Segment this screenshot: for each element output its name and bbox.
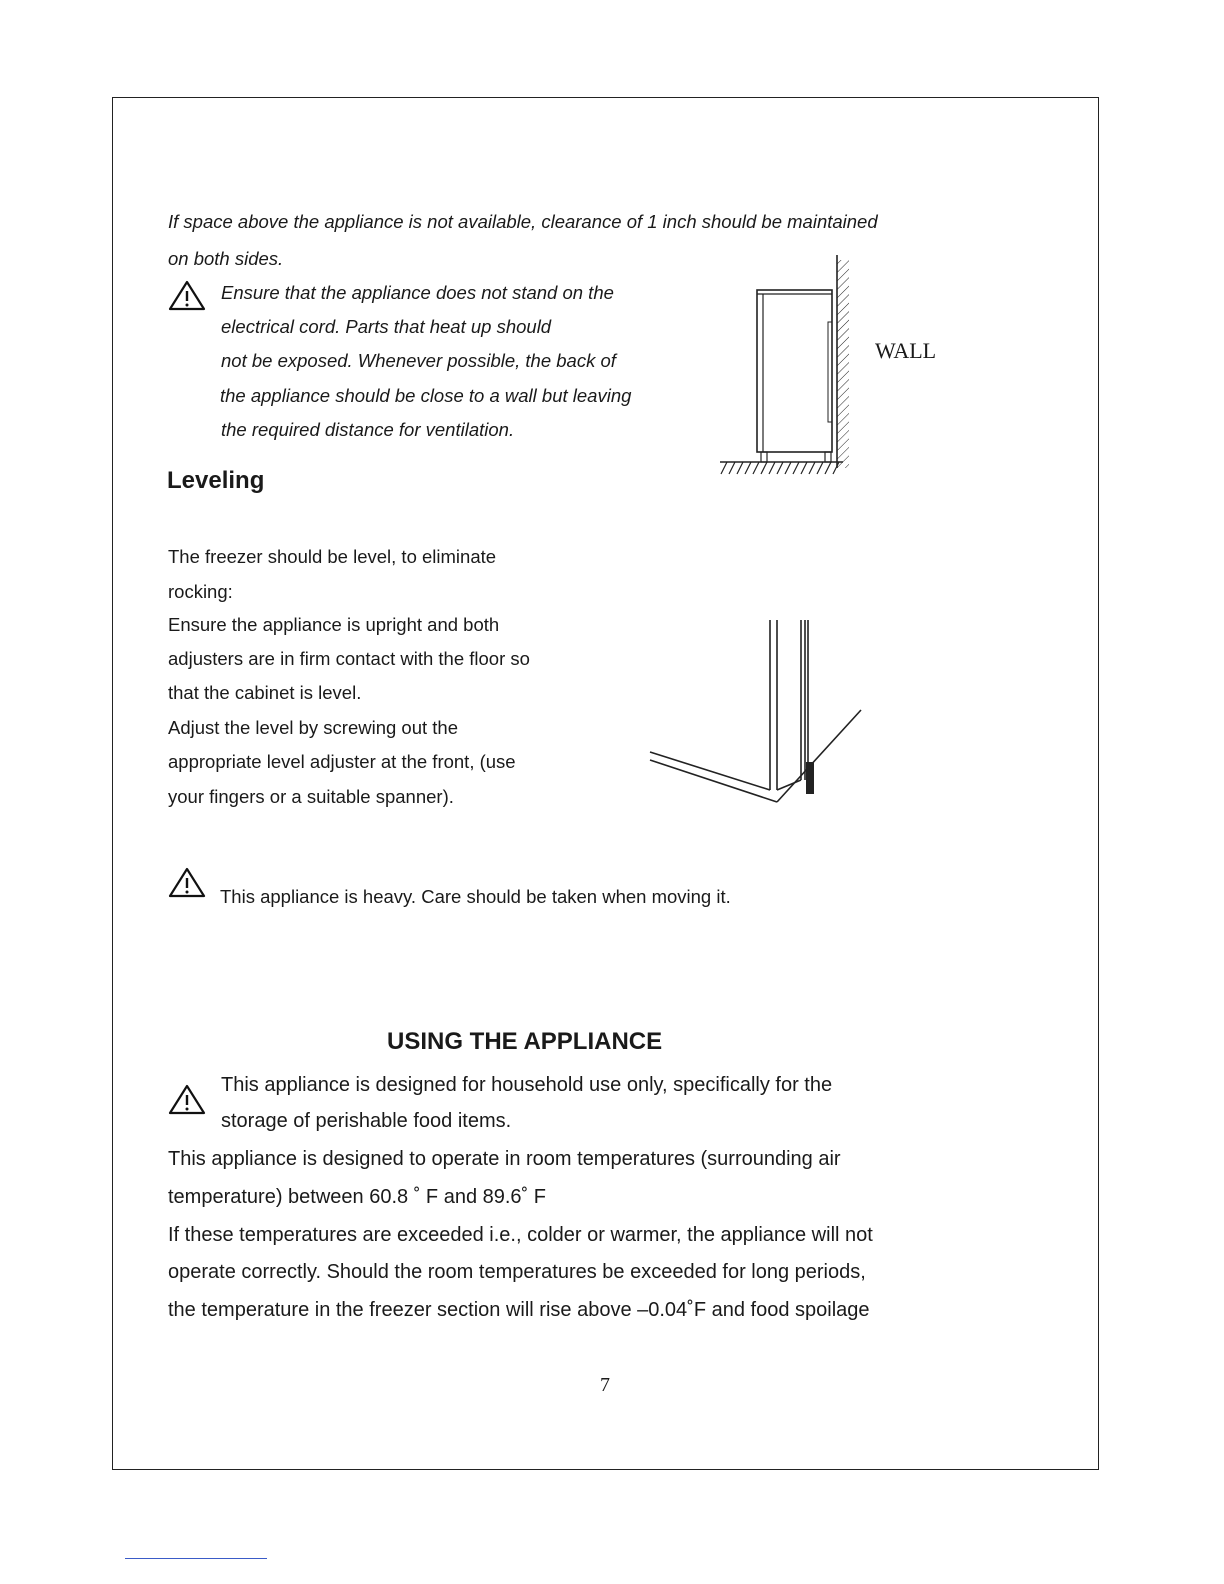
warning-cord-line-5: the required distance for ventilation. <box>221 419 515 440</box>
using-warning-line-2: storage of perishable food items. <box>221 1110 512 1132</box>
warning-icon-household <box>168 1084 206 1116</box>
intro-line-1: If space above the appliance is not available, clearance of 1 inch should be maintained <box>168 211 878 232</box>
using-warning-line-1: This appliance is designed for household use only, specifically for the <box>221 1074 833 1096</box>
footer-rule <box>125 1558 267 1559</box>
level-adjuster-diagram <box>640 612 870 812</box>
warning-heavy-text: This appliance is heavy. Care should be taken when moving it. <box>220 886 731 907</box>
leveling-line-8: your fingers or a suitable spanner). <box>168 786 454 807</box>
wall-label: WALL <box>875 338 937 363</box>
using-line-5: the temperature in the freezer section will rise above –0.04˚F and food spoilage <box>168 1299 870 1321</box>
page-number: 7 <box>600 1374 610 1396</box>
leveling-line-7: appropriate level adjuster at the front, (use <box>168 751 516 772</box>
warning-icon-heavy <box>168 867 206 899</box>
leveling-line-6: Adjust the level by screwing out the <box>168 717 458 738</box>
using-line-4: operate correctly. Should the room temperatures be exceeded for long periods, <box>168 1261 866 1283</box>
using-appliance-title: USING THE APPLIANCE <box>387 1028 663 1055</box>
warning-cord-line-4: the appliance should be close to a wall but leaving <box>220 385 632 406</box>
warning-cord-line-1: Ensure that the appliance does not stand on the <box>221 282 614 303</box>
leveling-line-5: that the cabinet is level. <box>168 682 362 703</box>
wall-clearance-diagram <box>715 250 860 480</box>
leveling-line-3: Ensure the appliance is upright and both <box>168 614 500 635</box>
using-line-2: temperature) between 60.8 ˚ F and 89.6˚ F <box>168 1186 546 1208</box>
using-line-1: This appliance is designed to operate in room temperatures (surrounding air <box>168 1148 841 1170</box>
leveling-line-4: adjusters are in firm contact with the floor so <box>168 648 530 669</box>
using-line-3: If these temperatures are exceeded i.e., colder or warmer, the appliance will not <box>168 1224 873 1246</box>
warning-cord-line-2: electrical cord. Parts that heat up should <box>221 316 552 337</box>
leveling-line-2: rocking: <box>168 581 233 602</box>
warning-icon <box>168 280 206 312</box>
intro-line-2: on both sides. <box>168 248 284 269</box>
leveling-line-1: The freezer should be level, to eliminate <box>168 546 497 567</box>
warning-cord-line-3: not be exposed. Whenever possible, the back of <box>221 350 616 371</box>
leveling-heading: Leveling <box>167 467 265 494</box>
